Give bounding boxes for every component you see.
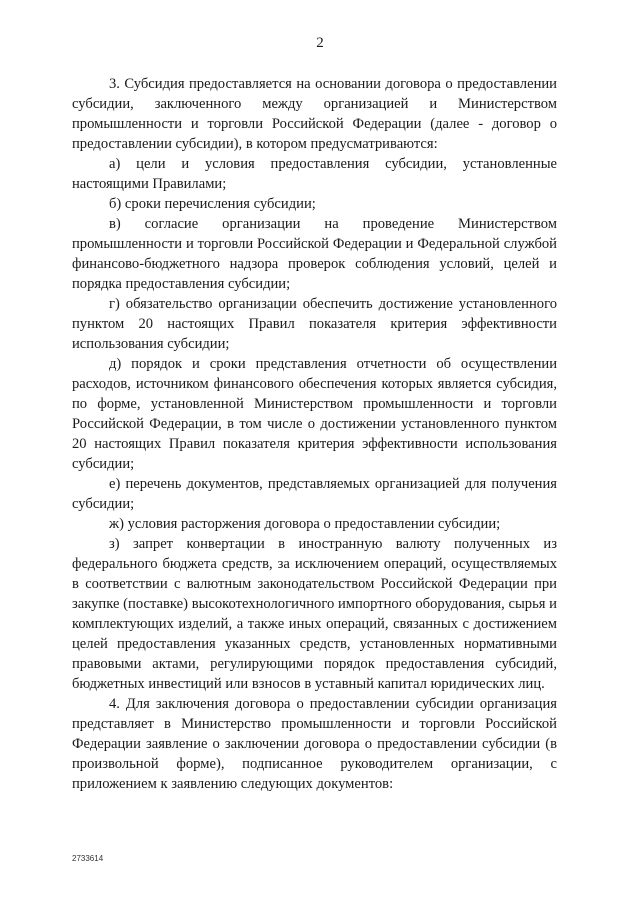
list-item-v: в) согласие организации на проведение Министерством промышленности и торговли Российской Федерации и Федеральной службой финансово-бюджетного надзора проверок соблюдения условий, целей и порядка предоставления субсидии; bbox=[72, 216, 557, 292]
list-item-zh: ж) условия расторжения договора о предоставлении субсидии; bbox=[109, 516, 501, 532]
paragraph-3-intro: 3. Субсидия предоставляется на основании договора о предоставлении субсидии, заключенного между организацией и Министерством промышленности и торговли Российской Федерации (далее - договор о предоставлении субсидии), в котором предусматриваются: bbox=[72, 76, 557, 152]
list-item-z: з) запрет конвертации в иностранную валюту полученных из федерального бюджета средств, за исключением операций, осуществляемых в соответствии с валютным законодательством Российской Федерации при закупке (поставке) высокотехнологичного импортного оборудования, сырья и комплектующих изделий, а также иных операций, связанных с достижением целей предоставления указанных средств, установленных нормативными правовыми актами, регулирующими порядок предоставления субсидий, бюджетных инвестиций или взносов в уставный капитал юридических лиц. bbox=[72, 536, 557, 692]
document-body bbox=[72, 74, 557, 794]
list-item-b: б) сроки перечисления субсидии; bbox=[109, 196, 316, 212]
list-item-a: а) цели и условия предоставления субсидии, установленные настоящими Правилами; bbox=[72, 156, 557, 192]
page-number: 2 bbox=[316, 35, 324, 51]
list-item-d: д) порядок и сроки представления отчетности об осуществлении расходов, источником финансового обеспечения которых является субсидия, по форме, установленной Министерством промышленности и торговли Российской Федерации, в том числе о достижении установленного пунктом 20 настоящих Правил показателя критерия эффективности использования субсидии; bbox=[72, 356, 557, 472]
list-item-g: г) обязательство организации обеспечить достижение установленного пунктом 20 настоящих Правил показателя критерия эффективности использования субсидии; bbox=[72, 296, 557, 352]
document-code: 2733614 bbox=[72, 854, 104, 863]
list-item-e: е) перечень документов, представляемых организацией для получения субсидии; bbox=[72, 476, 557, 512]
paragraph-4: 4. Для заключения договора о предоставлении субсидии организация представляет в Министерство промышленности и торговли Российской Федерации заявление о заключении договора о предоставлении субсидии (в произвольной форме), подписанное руководителем организации, с приложением к заявлению следующих документов: bbox=[72, 696, 557, 792]
